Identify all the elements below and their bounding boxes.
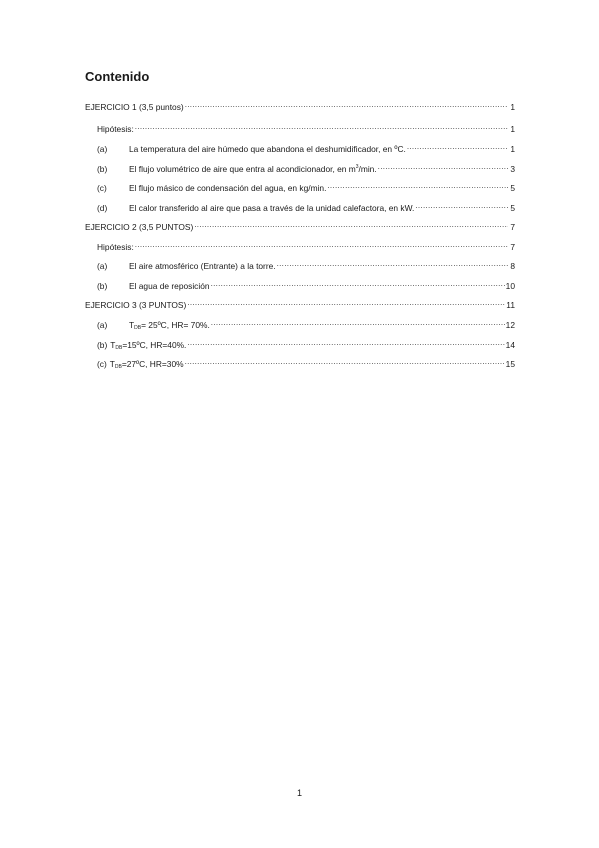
toc-entry-number: (d) bbox=[97, 203, 108, 213]
toc-entry[interactable] bbox=[85, 257, 515, 269]
toc-entry-number: (b) bbox=[97, 164, 108, 174]
toc-entry[interactable] bbox=[85, 218, 515, 230]
toc-dot-leader bbox=[135, 120, 508, 132]
toc-entry-text bbox=[129, 161, 377, 175]
toc-entry-label: El calor transferido al aire que pasa a través de la unidad calefactora, en kW. bbox=[129, 203, 415, 213]
toc-entry-text bbox=[97, 123, 134, 135]
toc-entry-superscript: 3 bbox=[355, 164, 359, 170]
toc-entry-label: Hipótesis: bbox=[97, 242, 134, 252]
toc-entry-text bbox=[110, 339, 186, 354]
page-number: 1 bbox=[296, 788, 302, 798]
toc-entry-label-suffix: =27ºC, HR=30% bbox=[121, 359, 184, 369]
toc-entry[interactable] bbox=[85, 98, 515, 110]
toc-entry-number: (a) bbox=[97, 261, 108, 271]
toc-entry-page: 1 bbox=[510, 124, 515, 134]
toc-entry-page: 7 bbox=[510, 222, 515, 232]
toc-entry[interactable] bbox=[85, 120, 515, 132]
toc-entry-number: (c) bbox=[97, 183, 107, 193]
toc-entry[interactable] bbox=[85, 336, 515, 351]
toc-entry[interactable] bbox=[85, 238, 515, 250]
toc-entry-number: (b) bbox=[97, 281, 108, 291]
toc-dot-leader bbox=[415, 199, 508, 211]
toc-dot-leader bbox=[185, 355, 505, 367]
toc-entry-subscript: DB bbox=[115, 345, 123, 351]
toc-dot-leader bbox=[378, 160, 508, 172]
toc-entry-page: 14 bbox=[505, 340, 515, 350]
toc-dot-leader bbox=[135, 238, 508, 250]
toc-entry-number: (a) bbox=[97, 144, 108, 154]
toc-dot-leader bbox=[185, 98, 508, 110]
toc-entry-text bbox=[129, 182, 326, 194]
toc-entry-number: (b) bbox=[97, 340, 108, 350]
toc-entry[interactable] bbox=[85, 140, 515, 152]
toc-dot-leader bbox=[407, 140, 508, 152]
toc-entry-subscript: DB bbox=[134, 325, 142, 331]
toc-dot-leader bbox=[211, 316, 505, 328]
toc-dot-leader bbox=[187, 296, 505, 308]
toc-entry-label: EJERCICIO 1 (3,5 puntos) bbox=[85, 102, 184, 112]
toc-entry-page: 5 bbox=[510, 203, 515, 213]
toc-entry-page: 15 bbox=[505, 359, 515, 369]
toc-entry-text bbox=[129, 319, 210, 334]
toc-entry-label: El agua de reposición bbox=[129, 281, 210, 291]
toc-entry-label: El aire atmosférico (Entrante) a la torre. bbox=[129, 261, 276, 271]
toc-entry-label-suffix: = 25ºC, HR= 70%. bbox=[141, 320, 210, 330]
toc-entry-label-suffix: /min. bbox=[358, 164, 377, 174]
toc-entry-label: T bbox=[129, 320, 135, 330]
toc-entry-text bbox=[129, 260, 276, 272]
toc-entry-label: T bbox=[110, 340, 116, 350]
toc-entry-number: (c) bbox=[97, 359, 107, 369]
toc-entry-page: 1 bbox=[510, 102, 515, 112]
toc-entry-label-suffix: =15ºC, HR=40%. bbox=[122, 340, 187, 350]
toc-entry-subscript: DB bbox=[114, 364, 122, 370]
toc-entry-page: 11 bbox=[506, 300, 515, 310]
toc-entry-label: EJERCICIO 3 (3 PUNTOS) bbox=[85, 300, 187, 310]
toc-dot-leader bbox=[187, 336, 504, 348]
toc-entry-page: 8 bbox=[510, 261, 515, 271]
toc-entry-label: El flujo másico de condensación del agua, en kg/min. bbox=[129, 183, 327, 193]
toc-entry-text bbox=[129, 280, 210, 292]
toc-dot-leader bbox=[277, 257, 508, 269]
toc-entry-label: El flujo volumétrico de aire que entra al acondicionador, en m bbox=[129, 164, 356, 174]
toc-entry[interactable] bbox=[85, 179, 515, 191]
toc-title: Contenido bbox=[85, 69, 150, 84]
toc-dot-leader bbox=[211, 277, 505, 289]
toc-entry-page: 12 bbox=[505, 320, 515, 330]
toc-entry-label: EJERCICIO 2 (3,5 PUNTOS) bbox=[85, 222, 194, 232]
toc-dot-leader bbox=[194, 218, 508, 230]
toc-entry-text bbox=[85, 299, 186, 311]
toc-entry[interactable] bbox=[85, 199, 515, 211]
toc-entry[interactable] bbox=[85, 160, 515, 172]
toc-entry-page: 5 bbox=[510, 183, 515, 193]
toc-entry-text bbox=[85, 101, 184, 113]
toc-entry-page: 3 bbox=[510, 164, 515, 174]
toc-entry[interactable] bbox=[85, 355, 515, 370]
toc-entry-text bbox=[85, 221, 193, 233]
toc-entry[interactable] bbox=[85, 296, 515, 308]
toc-entry-text bbox=[129, 143, 406, 155]
toc-dot-leader bbox=[327, 179, 508, 191]
toc-entry-page: 1 bbox=[510, 144, 515, 154]
toc-entry[interactable] bbox=[85, 316, 515, 331]
toc-entry-text bbox=[129, 202, 414, 214]
toc-entry-label: La temperatura del aire húmedo que abandona el deshumidificador, en ºC. bbox=[129, 144, 406, 154]
toc-entry-label: Hipótesis: bbox=[97, 124, 134, 134]
toc-entry-text bbox=[110, 358, 184, 373]
toc-entry[interactable] bbox=[85, 277, 515, 289]
toc-entry-page: 10 bbox=[505, 281, 515, 291]
toc-entry-number: (a) bbox=[97, 320, 108, 330]
toc-entry-text bbox=[97, 241, 134, 253]
toc-entry-label: T bbox=[109, 359, 115, 369]
toc-entry-page: 7 bbox=[510, 242, 515, 252]
